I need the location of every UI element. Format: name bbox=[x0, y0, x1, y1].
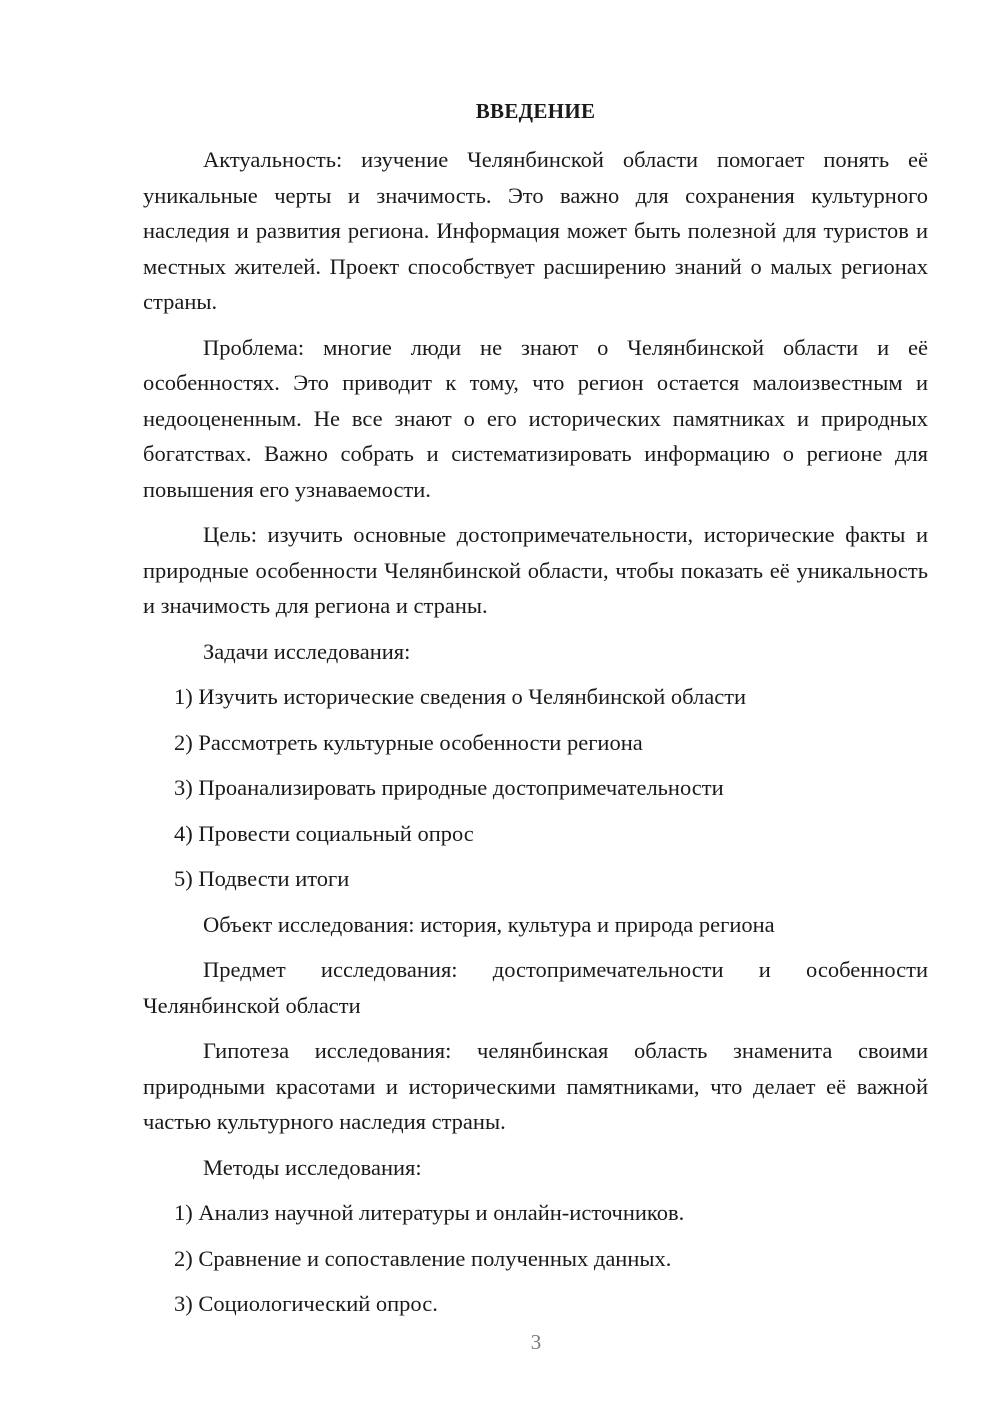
task-item: 3) Проанализировать природные достопримечательности bbox=[174, 775, 724, 800]
hypothesis-paragraph: Гипотеза исследования: челянбинская область знаменита своими природными красотами и историческими памятниками, что делает её важной частью культурного наследия страны. bbox=[143, 1038, 928, 1134]
page-number: 3 bbox=[530, 1330, 542, 1354]
relevance-paragraph: Актуальность: изучение Челянбинской области помогает понять её уникальные черты и значимость. Это важно для сохранения культурного наследия и развития региона. Информация может быть полезной для туристов и местных жителей. Проект способствует расширению знаний о малых регионах страны. bbox=[143, 147, 928, 314]
task-item: 5) Подвести итоги bbox=[174, 866, 350, 891]
page-content bbox=[143, 96, 928, 1332]
method-item: 3) Социологический опрос. bbox=[174, 1291, 438, 1316]
goal-paragraph: Цель: изучить основные достопримечательности, исторические факты и природные особенности Челянбинской области, чтобы показать её уникальность и значимость для региона и страны. bbox=[143, 522, 928, 618]
problem-paragraph: Проблема: многие люди не знают о Челянбинской области и её особенностях. Это приводит к тому, что регион остается малоизвестным и недооцененным. Не все знают о его исторических памятниках и природных богатствах. Важно собрать и систематизировать информацию о регионе для повышения его узнаваемости. bbox=[143, 334, 928, 502]
method-item: 2) Сравнение и сопоставление полученных данных. bbox=[174, 1245, 672, 1271]
page-title: ВВЕДЕНИЕ bbox=[475, 99, 596, 123]
task-item: 4) Провести социальный опрос bbox=[174, 820, 474, 846]
task-item: 1) Изучить исторические сведения о Челянбинской области bbox=[174, 684, 747, 709]
subject-paragraph: Предмет исследования: достопримечательности и особенности Челянбинской области bbox=[143, 957, 928, 1018]
task-item: 2) Рассмотреть культурные особенности региона bbox=[174, 729, 643, 755]
tasks-heading: Задачи исследования: bbox=[203, 638, 411, 664]
method-item: 1) Анализ научной литературы и онлайн-источников. bbox=[174, 1200, 685, 1225]
methods-heading: Методы исследования: bbox=[203, 1154, 422, 1180]
object-paragraph: Объект исследования: история, культура и природа региона bbox=[203, 911, 775, 937]
